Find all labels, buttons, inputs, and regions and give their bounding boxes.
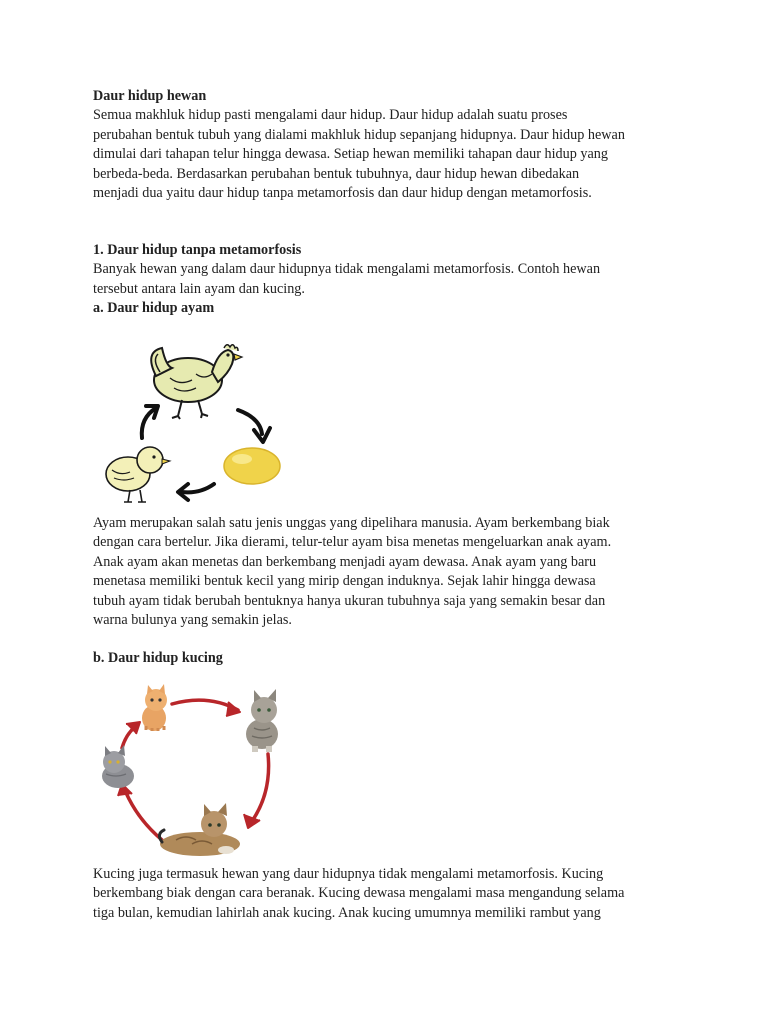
cat-paragraph: [93, 865, 693, 923]
chicken-line: dengan cara bertelur. Jika dierami, telur-telur ayam bisa menetas mengeluarkan anak ayam.: [93, 534, 612, 551]
cycle-arrow: [124, 788, 162, 840]
intro-line: Semua makhluk hidup pasti mengalami daur hidup. Daur hidup adalah suatu proses: [93, 107, 568, 124]
intro-line: berbeda-beda. Berdasarkan perubahan bentuk tubuhnya, daur hidup hewan dibedakan: [93, 165, 580, 182]
egg-icon: [224, 448, 280, 484]
grey-cat-icon: [102, 745, 134, 788]
section1-paragraph: [93, 241, 693, 319]
cat-line: berkembang biak dengan cara beranak. Kucing dewasa mengalami masa mengandung selama: [93, 885, 625, 902]
chick-icon: [106, 447, 170, 502]
cycle-arrow: [250, 754, 269, 824]
chicken-paragraph: [93, 514, 693, 630]
intro-line: perubahan bentuk tubuh yang dialami makhluk hidup sepanjang hidupnya. Daur hidup hewan: [93, 126, 625, 143]
cat-heading: b. Daur hidup kucing: [93, 650, 223, 666]
cycle-arrow: [238, 410, 262, 434]
young-cat-icon: [246, 689, 278, 752]
section1-line: tersebut antara lain ayam dan kucing.: [93, 280, 305, 297]
cat-line: tiga bulan, kemudian lahirlah anak kucing. Anak kucing umumnya memiliki rambut yang: [93, 904, 601, 921]
intro-title: Daur hidup hewan: [93, 88, 207, 104]
intro-line: menjadi dua yaitu daur hidup tanpa metamorfosis dan daur hidup dengan metamorfosis.: [93, 185, 592, 202]
chicken-heading: a. Daur hidup ayam: [93, 300, 215, 317]
kitten-icon: [142, 684, 167, 731]
adult-cat-icon: [159, 803, 240, 856]
chicken-life-cycle-figure: [100, 338, 290, 510]
section1-heading: 1. Daur hidup tanpa metamorfosis: [93, 242, 302, 258]
cat-life-cycle-figure: [96, 684, 286, 864]
chicken-line: tubuh ayam tidak berubah bentuknya hanya ukuran tubuhnya saja yang semakin besar dan: [93, 592, 606, 609]
chicken-line: Anak ayam akan menetas dan berkembang menjadi ayam dewasa. Anak ayam yang baru: [93, 553, 597, 570]
intro-paragraph: [93, 87, 693, 203]
intro-line: dimulai dari tahapan telur hingga dewasa. Setiap hewan memiliki tahapan daur hidup yang: [93, 146, 608, 163]
hen-icon: [151, 345, 242, 419]
section1-line: Banyak hewan yang dalam daur hidupnya tidak mengalami metamorfosis. Contoh hewan: [93, 261, 601, 278]
chicken-line: menetasa memiliki bentuk kecil yang mirip dengan induknya. Sejak lahir hingga dewasa: [93, 573, 596, 590]
cat-line: Kucing juga termasuk hewan yang daur hidupnya tidak mengalami metamorfosis. Kucing: [93, 866, 604, 882]
chicken-line: Ayam merupakan salah satu jenis unggas yang dipelihara manusia. Ayam berkembang biak: [93, 515, 610, 531]
chicken-line: warna bulunya yang semakin jelas.: [93, 612, 292, 629]
